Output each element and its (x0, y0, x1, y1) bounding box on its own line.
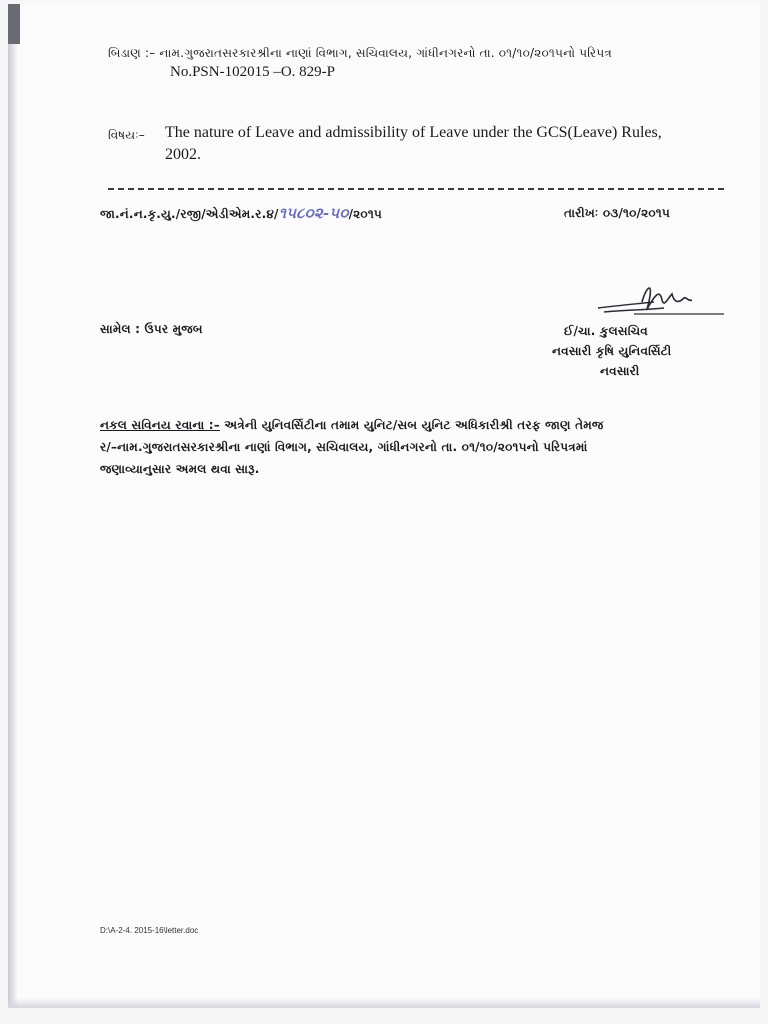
signatory-city: નવસારી (600, 364, 640, 378)
scan-edge-shadow (8, 4, 18, 1008)
scan-corner-mark (8, 4, 20, 44)
letter-number-handwritten: ૧૫૮૦૨-૫૦ (278, 204, 349, 222)
file-path-footer: D:\A-2-4. 2015-16\letter.doc (100, 926, 199, 935)
section-divider (108, 188, 724, 190)
copy-to-text-1: અત્રેની યુનિવર્સિટીના તમામ યુનિટ/સબ યુનિટ અધિકારીશ્રી તરફ જાણ તેમજ (224, 418, 604, 432)
date-value: ૦૩/૧૦/૨૦૧૫ (602, 206, 670, 220)
copy-to-line-1 (100, 418, 603, 433)
scan-bottom-shadow (8, 998, 760, 1008)
letter-number-prefix: જા.નં.ન.કૃ.યુ./રજી/એડીએમ.ર.૪/ (100, 207, 279, 221)
reference-label: બિડાણ :– (108, 46, 156, 60)
letter-date (564, 206, 670, 221)
letter-page (8, 4, 760, 1008)
copy-to-line-2: ર/–નામ.ગુજરાતસરકારશ્રીના નાણાં વિભાગ, સચિવાલય, ગાંધીનગરનો તા. ૦૧/૧૦/૨૦૧૫નો પરિપત્રમાં (100, 440, 588, 454)
letter-number-suffix: /૨૦૧૫ (348, 207, 383, 221)
signatory-designation: ઈ/ચા. કુલસચિવ (564, 324, 648, 338)
copy-to-label: નકલ સવિનય રવાના :– (100, 418, 220, 432)
signature-image (594, 280, 728, 322)
reference-line (108, 46, 612, 61)
subject-label: વિષયઃ– (108, 128, 145, 142)
reference-number: No.PSN-102015 –O. 829-P (170, 64, 336, 80)
signatory-institution: નવસારી કૃષિ યુનિવર્સિટી (552, 344, 672, 358)
reference-text: નામ.ગુજરાતસરકારશ્રીના નાણાં વિભાગ, સચિવાલય, ગાંધીનગરનો તા. ૦૧/૧૦/૨૦૧૫નો પરિપત્ર (159, 46, 612, 60)
date-label: તારીખઃ (564, 206, 599, 220)
letter-number (100, 204, 382, 222)
subject-line-1: The nature of Leave and admissibility of Leave under the GCS(Leave) Rules, (165, 124, 662, 141)
copy-to-line-3: જણાવ્યાનુસાર અમલ થવા સારૂ. (100, 462, 260, 476)
enclosure-note: સામેલ : ઉપર મુજબ (100, 322, 203, 336)
subject-line-2: 2002. (165, 146, 201, 163)
